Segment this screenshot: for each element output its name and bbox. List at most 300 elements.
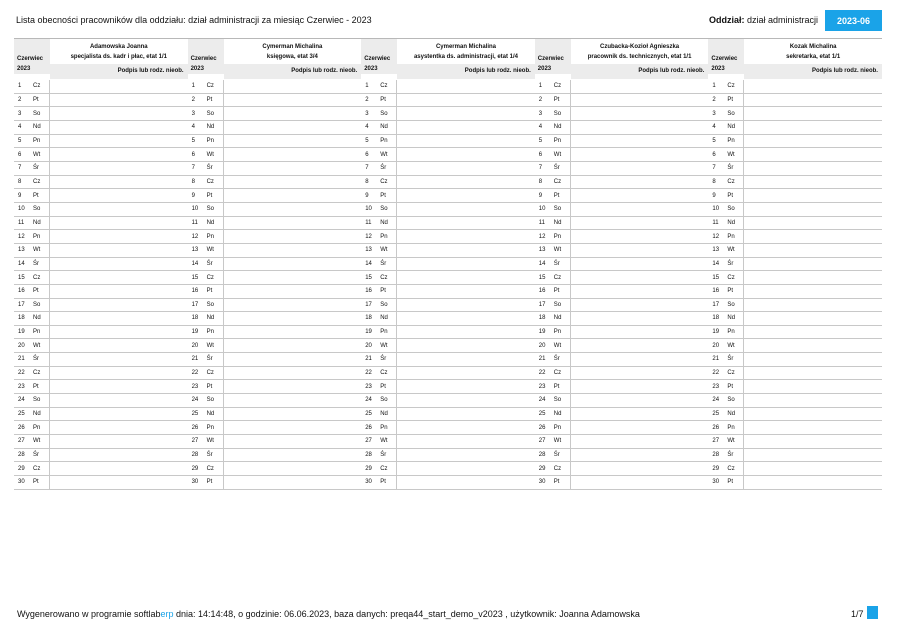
signature-cell[interactable] bbox=[571, 121, 709, 134]
signature-cell[interactable] bbox=[50, 421, 188, 434]
day-of-week: Nd bbox=[377, 408, 397, 421]
day-of-week: So bbox=[724, 203, 744, 216]
signature-cell[interactable] bbox=[224, 339, 362, 352]
signature-cell[interactable] bbox=[397, 217, 535, 230]
day-row bbox=[14, 367, 188, 381]
day-of-week: Wt bbox=[377, 244, 397, 257]
signature-cell[interactable] bbox=[744, 408, 882, 421]
signature-cell[interactable] bbox=[571, 148, 709, 161]
signature-cell[interactable] bbox=[744, 258, 882, 271]
day-of-week: Nd bbox=[551, 312, 571, 325]
day-number: 10 bbox=[538, 206, 546, 213]
signature-cell[interactable] bbox=[571, 312, 709, 325]
signature-cell[interactable] bbox=[571, 435, 709, 448]
day-number: 11 bbox=[712, 219, 719, 226]
day-number: 24 bbox=[18, 397, 25, 404]
signature-cell[interactable] bbox=[571, 367, 709, 380]
day-number: 19 bbox=[191, 329, 199, 336]
day-of-week: So bbox=[204, 107, 224, 120]
day-number: 21 bbox=[191, 356, 199, 363]
day-row bbox=[188, 462, 362, 476]
day-of-week: Pn bbox=[377, 135, 397, 148]
signature-cell[interactable] bbox=[50, 230, 188, 243]
day-number: 1 bbox=[365, 83, 369, 90]
signature-cell[interactable] bbox=[744, 462, 882, 475]
signature-cell[interactable] bbox=[50, 462, 188, 475]
signature-cell[interactable] bbox=[397, 408, 535, 421]
day-of-week: Śr bbox=[204, 258, 224, 271]
day-row bbox=[14, 421, 188, 435]
signature-cell[interactable] bbox=[744, 176, 882, 189]
signature-cell[interactable] bbox=[571, 476, 709, 489]
signature-cell[interactable] bbox=[397, 380, 535, 393]
signature-cell[interactable] bbox=[50, 326, 188, 339]
signature-cell[interactable] bbox=[50, 380, 188, 393]
signature-cell[interactable] bbox=[571, 244, 709, 257]
day-number: 5 bbox=[18, 137, 22, 144]
signature-cell[interactable] bbox=[744, 135, 882, 148]
signature-header: Podpis lub rodz. nieob. bbox=[224, 64, 362, 79]
day-of-week: Pt bbox=[724, 189, 744, 202]
day-row bbox=[361, 339, 535, 353]
day-of-week: Pt bbox=[30, 94, 50, 107]
day-row bbox=[14, 285, 188, 299]
signature-cell[interactable] bbox=[224, 189, 362, 202]
day-number: 16 bbox=[712, 288, 720, 295]
day-row bbox=[188, 312, 362, 326]
day-number: 6 bbox=[18, 151, 22, 158]
signature-cell[interactable] bbox=[50, 176, 188, 189]
day-number: 1 bbox=[538, 83, 543, 90]
signature-cell[interactable] bbox=[397, 189, 535, 202]
signature-cell[interactable] bbox=[571, 271, 709, 284]
signature-cell[interactable] bbox=[571, 135, 709, 148]
signature-cell[interactable] bbox=[50, 367, 188, 380]
month-name: Czerwiec bbox=[190, 56, 217, 62]
day-number: 13 bbox=[538, 247, 546, 254]
signature-cell[interactable] bbox=[50, 312, 188, 325]
signature-cell[interactable] bbox=[571, 203, 709, 216]
month-label bbox=[188, 38, 224, 74]
signature-cell[interactable] bbox=[744, 353, 882, 366]
day-of-week: Pt bbox=[724, 94, 744, 107]
day-of-week: Pn bbox=[724, 135, 744, 148]
day-row bbox=[708, 449, 882, 463]
signature-cell[interactable] bbox=[224, 135, 362, 148]
signature-cell[interactable] bbox=[397, 203, 535, 216]
signature-cell[interactable] bbox=[397, 94, 535, 107]
signature-cell[interactable] bbox=[224, 476, 362, 489]
signature-cell[interactable] bbox=[744, 203, 882, 216]
footer-generated-info bbox=[17, 609, 640, 619]
signature-cell[interactable] bbox=[744, 107, 882, 120]
day-of-week: Cz bbox=[377, 271, 397, 284]
signature-cell[interactable] bbox=[744, 367, 882, 380]
day-of-week: So bbox=[724, 299, 744, 312]
signature-cell[interactable] bbox=[50, 94, 188, 107]
signature-cell[interactable] bbox=[50, 121, 188, 134]
day-number: 15 bbox=[538, 274, 546, 281]
footer-suffix: dnia: 14:14:48, o godzinie: 06.06.2023, baza danych: preqa44_start_demo_v2023 , użytkownik: Joanna Adamowska bbox=[173, 609, 640, 619]
day-of-week: Wt bbox=[551, 244, 571, 257]
day-row bbox=[361, 326, 535, 340]
signature-cell[interactable] bbox=[50, 217, 188, 230]
month-name: Czerwiec bbox=[711, 56, 738, 62]
day-row bbox=[188, 326, 362, 340]
department-label: Oddział: bbox=[709, 15, 745, 25]
signature-cell[interactable] bbox=[571, 339, 709, 352]
day-number: 15 bbox=[191, 274, 199, 281]
signature-cell[interactable] bbox=[50, 162, 188, 175]
day-of-week: Śr bbox=[551, 162, 571, 175]
day-row bbox=[188, 449, 362, 463]
day-number: 12 bbox=[18, 233, 25, 240]
signature-cell[interactable] bbox=[50, 285, 188, 298]
signature-cell[interactable] bbox=[224, 285, 362, 298]
signature-cell[interactable] bbox=[224, 435, 362, 448]
signature-cell[interactable] bbox=[224, 462, 362, 475]
day-row bbox=[708, 339, 882, 353]
day-row bbox=[708, 367, 882, 381]
signature-cell[interactable] bbox=[397, 80, 535, 93]
signature-cell[interactable] bbox=[744, 94, 882, 107]
day-number: 28 bbox=[191, 452, 199, 459]
signature-cell[interactable] bbox=[397, 271, 535, 284]
day-number: 22 bbox=[18, 370, 25, 377]
day-number: 18 bbox=[712, 315, 720, 322]
day-of-week: Wt bbox=[377, 339, 397, 352]
signature-cell[interactable] bbox=[744, 217, 882, 230]
signature-cell[interactable] bbox=[50, 299, 188, 312]
signature-cell[interactable] bbox=[744, 148, 882, 161]
day-row bbox=[361, 285, 535, 299]
signature-cell[interactable] bbox=[50, 394, 188, 407]
day-of-week: Pt bbox=[551, 189, 571, 202]
day-of-week: So bbox=[30, 107, 50, 120]
day-row bbox=[361, 299, 535, 313]
signature-cell[interactable] bbox=[744, 121, 882, 134]
signature-cell[interactable] bbox=[224, 107, 362, 120]
signature-cell[interactable] bbox=[50, 476, 188, 489]
employee-role: asystentka ds. administracji, etat 1/4 bbox=[413, 54, 519, 60]
day-row bbox=[708, 107, 882, 121]
month-year: 2023 bbox=[537, 66, 552, 72]
day-of-week: So bbox=[377, 203, 397, 216]
day-of-week: Nd bbox=[724, 312, 744, 325]
day-row bbox=[708, 312, 882, 326]
day-of-week: Cz bbox=[724, 462, 744, 475]
signature-cell[interactable] bbox=[744, 312, 882, 325]
day-number: 14 bbox=[191, 260, 199, 267]
signature-cell[interactable] bbox=[397, 462, 535, 475]
day-row bbox=[361, 94, 535, 108]
signature-cell[interactable] bbox=[50, 244, 188, 257]
day-row bbox=[361, 203, 535, 217]
signature-cell[interactable] bbox=[744, 326, 882, 339]
day-of-week: Cz bbox=[377, 176, 397, 189]
day-row bbox=[188, 203, 362, 217]
signature-cell[interactable] bbox=[571, 285, 709, 298]
signature-cell[interactable] bbox=[744, 244, 882, 257]
signature-cell[interactable] bbox=[571, 299, 709, 312]
day-number: 27 bbox=[365, 438, 372, 445]
month-label bbox=[361, 38, 397, 74]
day-number: 8 bbox=[18, 178, 22, 185]
signature-cell[interactable] bbox=[50, 107, 188, 120]
day-row bbox=[188, 394, 362, 408]
signature-cell[interactable] bbox=[224, 176, 362, 189]
employee-block bbox=[708, 38, 882, 490]
employee-block bbox=[535, 38, 709, 490]
day-number: 30 bbox=[538, 479, 546, 486]
signature-cell[interactable] bbox=[571, 258, 709, 271]
signature-cell[interactable] bbox=[224, 244, 362, 257]
signature-cell[interactable] bbox=[224, 326, 362, 339]
day-number: 18 bbox=[191, 315, 199, 322]
signature-cell[interactable] bbox=[397, 353, 535, 366]
signature-cell[interactable] bbox=[744, 189, 882, 202]
day-row bbox=[708, 408, 882, 422]
signature-cell[interactable] bbox=[50, 435, 188, 448]
day-of-week: Śr bbox=[724, 162, 744, 175]
signature-cell[interactable] bbox=[224, 367, 362, 380]
day-number: 25 bbox=[191, 411, 199, 418]
signature-cell[interactable] bbox=[744, 380, 882, 393]
signature-cell[interactable] bbox=[397, 326, 535, 339]
signature-cell[interactable] bbox=[397, 312, 535, 325]
day-of-week: Cz bbox=[377, 462, 397, 475]
day-row bbox=[708, 121, 882, 135]
day-row bbox=[361, 271, 535, 285]
day-number: 7 bbox=[191, 165, 195, 172]
day-of-week: Nd bbox=[30, 217, 50, 230]
day-of-week: Pn bbox=[30, 326, 50, 339]
signature-cell[interactable] bbox=[571, 94, 709, 107]
signature-cell[interactable] bbox=[571, 421, 709, 434]
day-of-week: Pt bbox=[377, 380, 397, 393]
signature-cell[interactable] bbox=[397, 435, 535, 448]
day-of-week: Pn bbox=[30, 135, 50, 148]
day-row bbox=[14, 258, 188, 272]
signature-cell[interactable] bbox=[571, 217, 709, 230]
signature-header: Podpis lub rodz. nieob. bbox=[744, 64, 882, 79]
signature-cell[interactable] bbox=[50, 203, 188, 216]
page-marker bbox=[867, 606, 878, 619]
signature-cell[interactable] bbox=[397, 107, 535, 120]
day-number: 18 bbox=[365, 315, 372, 322]
signature-cell[interactable] bbox=[224, 312, 362, 325]
day-number: 22 bbox=[191, 370, 199, 377]
day-row bbox=[708, 230, 882, 244]
day-of-week: Cz bbox=[30, 367, 50, 380]
employee-name: Adamowska Joanna bbox=[89, 44, 148, 50]
signature-cell[interactable] bbox=[224, 449, 362, 462]
signature-cell[interactable] bbox=[744, 339, 882, 352]
day-of-week: Pt bbox=[204, 94, 224, 107]
signature-cell[interactable] bbox=[397, 285, 535, 298]
signature-cell[interactable] bbox=[571, 380, 709, 393]
day-number: 11 bbox=[538, 219, 546, 226]
signature-cell[interactable] bbox=[50, 80, 188, 93]
signature-cell[interactable] bbox=[397, 244, 535, 257]
signature-cell[interactable] bbox=[50, 353, 188, 366]
signature-cell[interactable] bbox=[571, 462, 709, 475]
signature-cell[interactable] bbox=[744, 449, 882, 462]
signature-cell[interactable] bbox=[224, 203, 362, 216]
signature-cell[interactable] bbox=[744, 299, 882, 312]
day-number: 20 bbox=[365, 342, 372, 349]
month-year: 2023 bbox=[711, 66, 725, 72]
signature-cell[interactable] bbox=[397, 367, 535, 380]
signature-cell[interactable] bbox=[224, 230, 362, 243]
signature-cell[interactable] bbox=[224, 80, 362, 93]
signature-cell[interactable] bbox=[50, 449, 188, 462]
day-row bbox=[14, 299, 188, 313]
signature-cell[interactable] bbox=[571, 408, 709, 421]
day-number: 17 bbox=[712, 301, 720, 308]
signature-cell[interactable] bbox=[744, 80, 882, 93]
signature-cell[interactable] bbox=[50, 189, 188, 202]
signature-cell[interactable] bbox=[744, 230, 882, 243]
signature-cell[interactable] bbox=[50, 408, 188, 421]
day-of-week: So bbox=[30, 299, 50, 312]
signature-cell[interactable] bbox=[50, 258, 188, 271]
brand-softlab: softlab bbox=[133, 609, 161, 619]
signature-cell[interactable] bbox=[224, 394, 362, 407]
day-number: 1 bbox=[18, 83, 22, 90]
day-number: 27 bbox=[191, 438, 199, 445]
signature-cell[interactable] bbox=[744, 421, 882, 434]
signature-cell[interactable] bbox=[397, 476, 535, 489]
signature-cell[interactable] bbox=[571, 449, 709, 462]
day-of-week: Nd bbox=[551, 121, 571, 134]
day-row bbox=[361, 148, 535, 162]
day-of-week: Wt bbox=[30, 148, 50, 161]
signature-cell[interactable] bbox=[397, 148, 535, 161]
signature-cell[interactable] bbox=[744, 285, 882, 298]
signature-cell[interactable] bbox=[397, 421, 535, 434]
day-number: 14 bbox=[18, 260, 25, 267]
day-number: 3 bbox=[18, 110, 22, 117]
day-row bbox=[188, 230, 362, 244]
day-row bbox=[361, 408, 535, 422]
signature-cell[interactable] bbox=[397, 394, 535, 407]
day-of-week: Pn bbox=[377, 230, 397, 243]
day-number: 20 bbox=[191, 342, 199, 349]
signature-cell[interactable] bbox=[397, 230, 535, 243]
signature-cell[interactable] bbox=[571, 353, 709, 366]
day-row bbox=[535, 285, 709, 299]
signature-cell[interactable] bbox=[224, 299, 362, 312]
signature-cell[interactable] bbox=[224, 121, 362, 134]
signature-cell[interactable] bbox=[571, 230, 709, 243]
signature-cell[interactable] bbox=[397, 121, 535, 134]
signature-cell[interactable] bbox=[397, 299, 535, 312]
day-number: 29 bbox=[538, 465, 546, 472]
signature-cell[interactable] bbox=[224, 421, 362, 434]
signature-cell[interactable] bbox=[744, 394, 882, 407]
day-number: 23 bbox=[538, 383, 546, 390]
signature-cell[interactable] bbox=[224, 148, 362, 161]
day-of-week: Cz bbox=[30, 176, 50, 189]
day-number: 7 bbox=[365, 165, 369, 172]
day-number: 4 bbox=[712, 124, 716, 131]
day-of-week: Pt bbox=[377, 189, 397, 202]
day-row bbox=[14, 148, 188, 162]
day-number: 29 bbox=[191, 465, 199, 472]
signature-cell[interactable] bbox=[571, 176, 709, 189]
signature-cell[interactable] bbox=[397, 162, 535, 175]
day-of-week: Nd bbox=[377, 121, 397, 134]
signature-cell[interactable] bbox=[224, 353, 362, 366]
signature-cell[interactable] bbox=[397, 176, 535, 189]
signature-cell[interactable] bbox=[397, 258, 535, 271]
employee-block bbox=[361, 38, 535, 490]
signature-cell[interactable] bbox=[744, 476, 882, 489]
day-row bbox=[14, 244, 188, 258]
day-row bbox=[188, 189, 362, 203]
day-number: 20 bbox=[18, 342, 25, 349]
day-row bbox=[361, 135, 535, 149]
signature-cell[interactable] bbox=[744, 162, 882, 175]
signature-cell[interactable] bbox=[224, 217, 362, 230]
day-of-week: Nd bbox=[30, 121, 50, 134]
day-row bbox=[708, 435, 882, 449]
signature-cell[interactable] bbox=[50, 339, 188, 352]
day-of-week: Pt bbox=[204, 476, 224, 489]
signature-cell[interactable] bbox=[50, 271, 188, 284]
signature-cell[interactable] bbox=[571, 162, 709, 175]
employee-name-cell bbox=[744, 38, 882, 64]
employee-name-cell bbox=[397, 38, 535, 64]
day-number: 8 bbox=[712, 178, 716, 185]
day-of-week: Pn bbox=[724, 421, 744, 434]
signature-cell[interactable] bbox=[397, 449, 535, 462]
day-row bbox=[361, 80, 535, 94]
signature-cell[interactable] bbox=[224, 271, 362, 284]
day-of-week: So bbox=[377, 299, 397, 312]
signature-cell[interactable] bbox=[224, 94, 362, 107]
day-number: 4 bbox=[365, 124, 369, 131]
month-year: 2023 bbox=[190, 66, 204, 72]
day-row bbox=[14, 121, 188, 135]
signature-cell[interactable] bbox=[224, 380, 362, 393]
day-of-week: Pn bbox=[724, 230, 744, 243]
signature-cell[interactable] bbox=[224, 258, 362, 271]
signature-cell[interactable] bbox=[571, 107, 709, 120]
signature-cell[interactable] bbox=[571, 326, 709, 339]
day-row bbox=[188, 299, 362, 313]
signature-cell[interactable] bbox=[571, 394, 709, 407]
day-row bbox=[708, 244, 882, 258]
signature-cell[interactable] bbox=[224, 408, 362, 421]
day-row bbox=[708, 299, 882, 313]
day-number: 15 bbox=[365, 274, 372, 281]
signature-cell[interactable] bbox=[397, 135, 535, 148]
signature-cell[interactable] bbox=[224, 162, 362, 175]
signature-cell[interactable] bbox=[50, 135, 188, 148]
signature-cell[interactable] bbox=[50, 148, 188, 161]
day-row bbox=[14, 94, 188, 108]
signature-cell[interactable] bbox=[571, 189, 709, 202]
signature-cell[interactable] bbox=[744, 271, 882, 284]
day-number: 17 bbox=[365, 301, 372, 308]
signature-cell[interactable] bbox=[744, 435, 882, 448]
signature-cell[interactable] bbox=[397, 339, 535, 352]
signature-cell[interactable] bbox=[571, 80, 709, 93]
day-of-week: Wt bbox=[30, 244, 50, 257]
day-of-week: Wt bbox=[724, 435, 744, 448]
